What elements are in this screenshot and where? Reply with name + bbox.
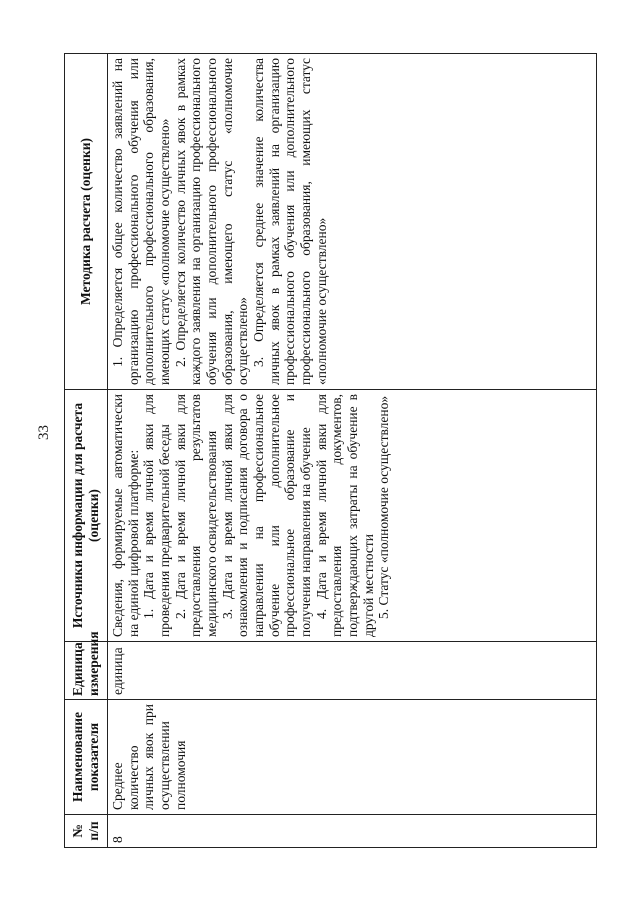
source-item: 2. Дата и время личной явки для предоставления результатов медицинского освидетельствования — [172, 394, 219, 637]
rotated-table-container — [64, 54, 590, 848]
header-method: Методика расчета (оценки) — [65, 54, 108, 390]
table-header-row — [65, 54, 108, 848]
method-step: 1. Определяется общее количество заявлений на организацию профессионального обучения или дополнительного профессионального образования, имеющих статус «полномочие осуществлено» — [110, 58, 172, 385]
header-name: Наименование показателя — [65, 700, 108, 815]
header-sources: Источники информации для расчета (оценки) — [65, 390, 108, 642]
cell-unit: единица — [108, 642, 597, 700]
source-item: 5. Статус «полномочие осуществлено» — [376, 395, 392, 619]
source-item: 3. Дата и время личной явки для ознакомления и подписания договора о направлении на профессиональное обучение или дополнительное профессиональное образование и получения направления на обучение — [219, 394, 313, 637]
source-intro: Сведения, формируемые автоматически на единой цифровой платформе: — [110, 394, 141, 637]
cell-num: 8 — [108, 815, 597, 848]
method-step: 3. Определяется среднее значение количества личных явок в рамках заявлений на организацию профессионального обучения или дополнительного профессионального образования, имеющих статус «полномочие осуществлено» — [250, 58, 329, 385]
indicator-table — [64, 53, 597, 848]
cell-name: Среднее количество личных явок при осуществлении полномочия — [108, 700, 597, 815]
header-unit: Единица измерения — [65, 642, 108, 700]
header-num: № п/п — [65, 815, 108, 848]
cell-sources — [108, 390, 597, 642]
source-item: 1. Дата и время личной явки для проведения предварительной беседы — [141, 394, 172, 637]
method-step: 2. Определяется количество личных явок в рамках каждого заявления на организацию профессионального обучения или дополнительного профессионального образования, имеющего статус «полномочие осуществлено» — [172, 58, 251, 385]
table-row — [108, 54, 597, 848]
page-number: 33 — [36, 425, 52, 440]
cell-method — [108, 54, 597, 390]
source-item: 4. Дата и время личной явки для предоставления документов, подтверждающих затраты на обучение в другой местности — [313, 394, 376, 637]
